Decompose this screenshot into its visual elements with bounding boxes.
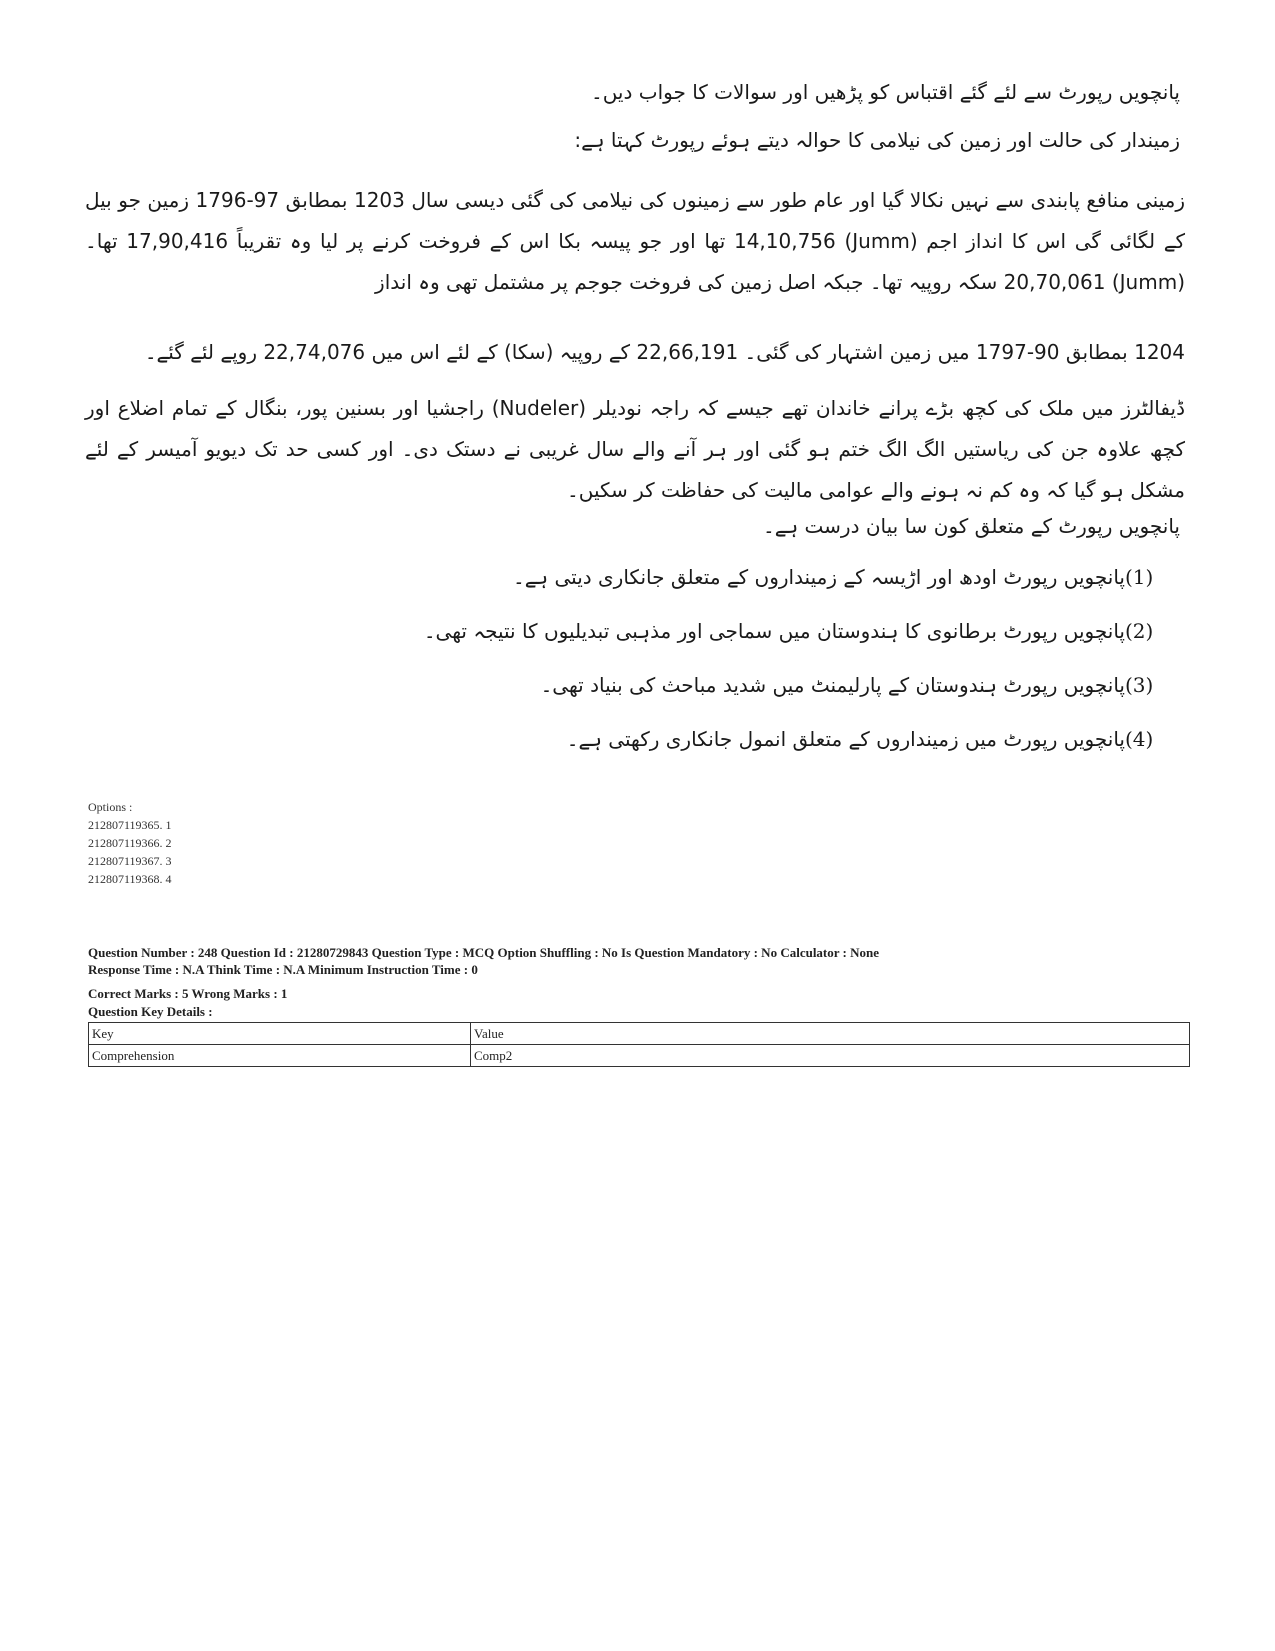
option-id: 212807119368. 4 [88,872,172,886]
table-cell-value: Comp2 [471,1045,1190,1067]
passage-paragraph-1: زمینی منافع پابندی سے نہیں نکالا گیا اور عام طور سے زمینوں کی نیلامی کی گئی دیسی سال 1203 بمطابق 97-1796 زمین جو بیل کے لگائی گی اس کا انداز اجم (Jumm) 14,10,756 تھا اور جو پیسہ بکا اس کے فروخت کرنے پر لیا وہ تقریباً 17,90,416 تھا۔ (Jumm) 20,70,061 سکہ روپیہ تھا۔ جبکہ اصل زمین کی فروخت جوجم پر مشتمل تھی وہ انداز [85,188,1186,294]
option-id: 212807119366. 2 [88,836,172,850]
option-text: پانچویں رپورٹ برطانوی کا ہندوستان میں سماجی اور مذہبی تبدیلیوں کا نتیجہ تھی۔ [423,619,1125,643]
option-number: (2) [1125,619,1154,643]
passage-instruction: پانچویں رپورٹ سے لئے گئے اقتباس کو پڑھیں اور سوالات کا جواب دیں۔ [590,80,1180,104]
option-number: (1) [1125,565,1154,589]
option-id: 212807119365. 1 [88,818,172,832]
question-meta [88,944,879,978]
option-text: پانچویں رپورٹ اودھ اور اڑیسہ کے زمینداروں کے متعلق جانکاری دیتی ہے۔ [512,565,1125,589]
table-header-key: Key [89,1023,471,1045]
key-table [88,1022,1190,1067]
key-details-label [88,1003,213,1020]
passage-intro: زمیندار کی حالت اور زمین کی نیلامی کا حوالہ دیتے ہوئے رپورٹ کہتا ہے: [574,128,1180,152]
marks-text: Correct Marks : 5 Wrong Marks : 1 [88,986,288,1001]
passage-paragraph-2: 1204 بمطابق 90-1797 میں زمین اشتہار کی گئی۔ 22,66,191 کے روپیہ (سکا) کے لئے اس میں 22,74,076 روپے لئے گئے۔ [144,340,1185,364]
table-cell-key: Comprehension [89,1045,471,1067]
option-number: (4) [1125,727,1154,751]
option-text: پانچویں رپورٹ ہندوستان کے پارلیمنٹ میں شدید مباحث کی بنیاد تھی۔ [540,673,1125,697]
marks-line [88,985,287,1002]
answer-option-1[interactable] [491,565,1180,589]
question-meta-line-1: Question Number : 248 Question Id : 21280729843 Question Type : MCQ Option Shuffling : No Is Question Mandatory : No Calculator : None [88,945,880,960]
question-meta-line-2: Response Time : N.A Think Time : N.A Minimum Instruction Time : 0 [88,962,478,977]
options-block [88,798,172,888]
answer-option-4[interactable] [545,727,1180,751]
key-details-text: Question Key Details : [88,1004,213,1019]
options-label: Options : [88,800,133,814]
option-number: (3) [1125,673,1154,697]
table-row [89,1045,1190,1067]
passage-paragraph-3: ڈیفالٹرز میں ملک کی کچھ بڑے پرانے خاندان تھے جیسے کہ راجہ نودیلر (Nudeler) راجشیا اور بسنین پور، بنگال کے تمام اضلاع اور کچھ علاوہ جن کی ریاستیں الگ الگ ختم ہو گئی اور ہر آنے والے سال غریبی نے دستک دی۔ اور کسی حد تک دیویو آمیسر کے لئے مشکل ہو گیا کہ وہ کم نہ ہونے والے عوامی مالیت کی حفاظت کر سکیں۔ [85,396,1185,502]
question-prompt: پانچویں رپورٹ کے متعلق کون سا بیان درست ہے۔ [763,514,1180,538]
table-header-row [89,1023,1190,1045]
option-text: پانچویں رپورٹ میں زمینداروں کے متعلق انمول جانکاری رکھتی ہے۔ [566,727,1125,751]
option-id: 212807119367. 3 [88,854,172,868]
answer-option-2[interactable] [402,619,1180,643]
answer-option-3[interactable] [519,673,1180,697]
table-header-value: Value [471,1023,1190,1045]
